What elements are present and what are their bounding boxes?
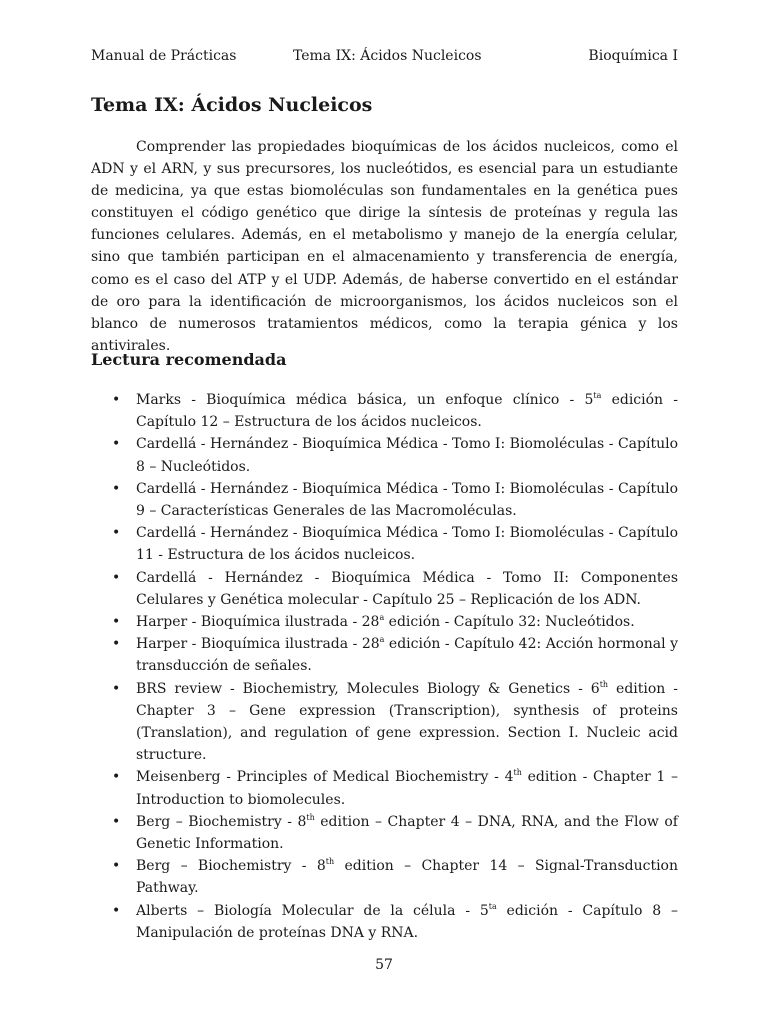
- reference-text: BRS review - Biochemistry, Molecules Biology & Genetics - 6: [136, 680, 600, 697]
- page-title: Tema IX: Ácidos Nucleicos: [91, 94, 373, 116]
- edition-superscript: th: [513, 768, 522, 778]
- list-item: [91, 678, 678, 767]
- reference-text: Cardellá - Hernández - Bioquímica Médica - Tomo I: Biomoléculas - Capítulo 9 – Características Generales de las Macromoléculas.: [136, 480, 678, 520]
- reference-text: Berg – Biochemistry - 8: [136, 813, 307, 830]
- reference-text: Alberts – Biología Molecular de la célula - 5: [136, 902, 489, 919]
- reference-text: Cardellá - Hernández - Bioquímica Médica - Tomo I: Biomoléculas - Capítulo 8 – Nucleótidos.: [136, 436, 678, 475]
- bullet-icon: •: [112, 392, 121, 408]
- list-item: [91, 855, 678, 899]
- bullet-icon: •: [112, 680, 121, 697]
- list-item: [91, 633, 678, 677]
- bullet-icon: •: [112, 436, 121, 453]
- reference-text: Cardellá - Hernández - Bioquímica Médica - Tomo I: Biomoléculas - Capítulo 11 - Estructura de los ácidos nucleicos.: [136, 525, 678, 564]
- list-item: [91, 766, 678, 810]
- reference-text: Cardellá - Hernández - Bioquímica Médica - Tomo II: Componentes Celulares y Genética molecular - Capítulo 25 – Replicación de los ADN.: [136, 569, 678, 608]
- bullet-icon: •: [112, 858, 121, 875]
- reference-text-continued: edición - Capítulo 42: Acción hormonal y transducción de señales.: [136, 636, 678, 675]
- reading-list: [91, 389, 678, 944]
- bullet-icon: •: [112, 480, 121, 497]
- header-left: Manual de Prácticas: [91, 48, 237, 64]
- bullet-icon: •: [112, 813, 121, 830]
- edition-superscript: ta: [593, 391, 602, 400]
- list-item: [91, 611, 678, 633]
- reference-text: Harper - Bioquímica ilustrada - 28: [136, 614, 380, 631]
- reference-text-continued: edition – Chapter 14 – Signal-Transduction Pathway.: [136, 858, 679, 897]
- list-item: [91, 389, 678, 433]
- bullet-icon: •: [112, 569, 121, 586]
- edition-superscript: th: [306, 812, 315, 822]
- edition-superscript: th: [325, 857, 335, 867]
- list-item: [91, 522, 678, 566]
- edition-superscript: th: [599, 679, 609, 689]
- page-number: 57: [375, 957, 393, 973]
- reference-text-continued: edición - Capítulo 12 – Estructura de los ácidos nucleicos.: [136, 392, 678, 431]
- list-item: [91, 900, 678, 944]
- list-item: [91, 433, 678, 477]
- bullet-icon: •: [112, 636, 121, 653]
- reference-text-continued: edition – Chapter 4 – DNA, RNA, and the Flow of Genetic Information.: [136, 813, 678, 853]
- list-item: [91, 478, 678, 522]
- reference-text-continued: edition - Chapter 3 – Gene expression (Transcription), synthesis of proteins (Translation), and regulation of gene expression. Section I. Nucleic acid structure.: [136, 680, 678, 764]
- bullet-icon: •: [112, 614, 121, 631]
- bullet-icon: •: [112, 525, 121, 542]
- reference-text-continued: edición - Capítulo 32: Nucleótidos.: [384, 614, 635, 631]
- reference-text-continued: edición - Capítulo 8 – Manipulación de proteínas DNA y RNA.: [136, 902, 678, 941]
- list-item: [91, 811, 678, 855]
- bullet-icon: •: [112, 769, 121, 786]
- header-center: Tema IX: Ácidos Nucleicos: [293, 48, 482, 64]
- edition-superscript: a: [379, 613, 385, 623]
- header-right: Bioquímica I: [588, 48, 678, 64]
- bullet-icon: •: [112, 902, 121, 919]
- edition-superscript: ta: [488, 901, 497, 911]
- reference-text-continued: edition - Chapter 1 – Introduction to biomolecules.: [136, 769, 678, 808]
- intro-paragraph: Comprender las propiedades bioquímicas de los ácidos nucleicos, como el ADN y el ARN, y sus precursores, los nucleótidos, es esencial para un estudiante de medicina, ya que estas biomoléculas son fundamentales en la genética pues constituyen el código genético que dirige la síntesis de proteínas y regula las funciones celulares. Además, en el metabolismo y manejo de la energía celular, sino que también participan en el almacenamiento y transferencia de energía, como es el caso del ATP y el UDP. Además, de haberse convertido en el estándar de oro para la identificación de microorganismos, los ácidos nucleicos son el blanco de numerosos tratamientos médicos, como la terapia génica y los antivirales.: [91, 139, 678, 354]
- section-title: Lectura recomendada: [91, 350, 287, 369]
- edition-superscript: a: [379, 635, 385, 645]
- reference-text: Harper - Bioquímica ilustrada - 28: [136, 636, 380, 653]
- reference-text: Meisenberg - Principles of Medical Biochemistry - 4: [136, 769, 514, 786]
- list-item: [91, 567, 678, 611]
- reference-text: Marks - Bioquímica médica básica, un enfoque clínico - 5: [136, 392, 594, 408]
- reference-text: Berg – Biochemistry - 8: [136, 858, 326, 875]
